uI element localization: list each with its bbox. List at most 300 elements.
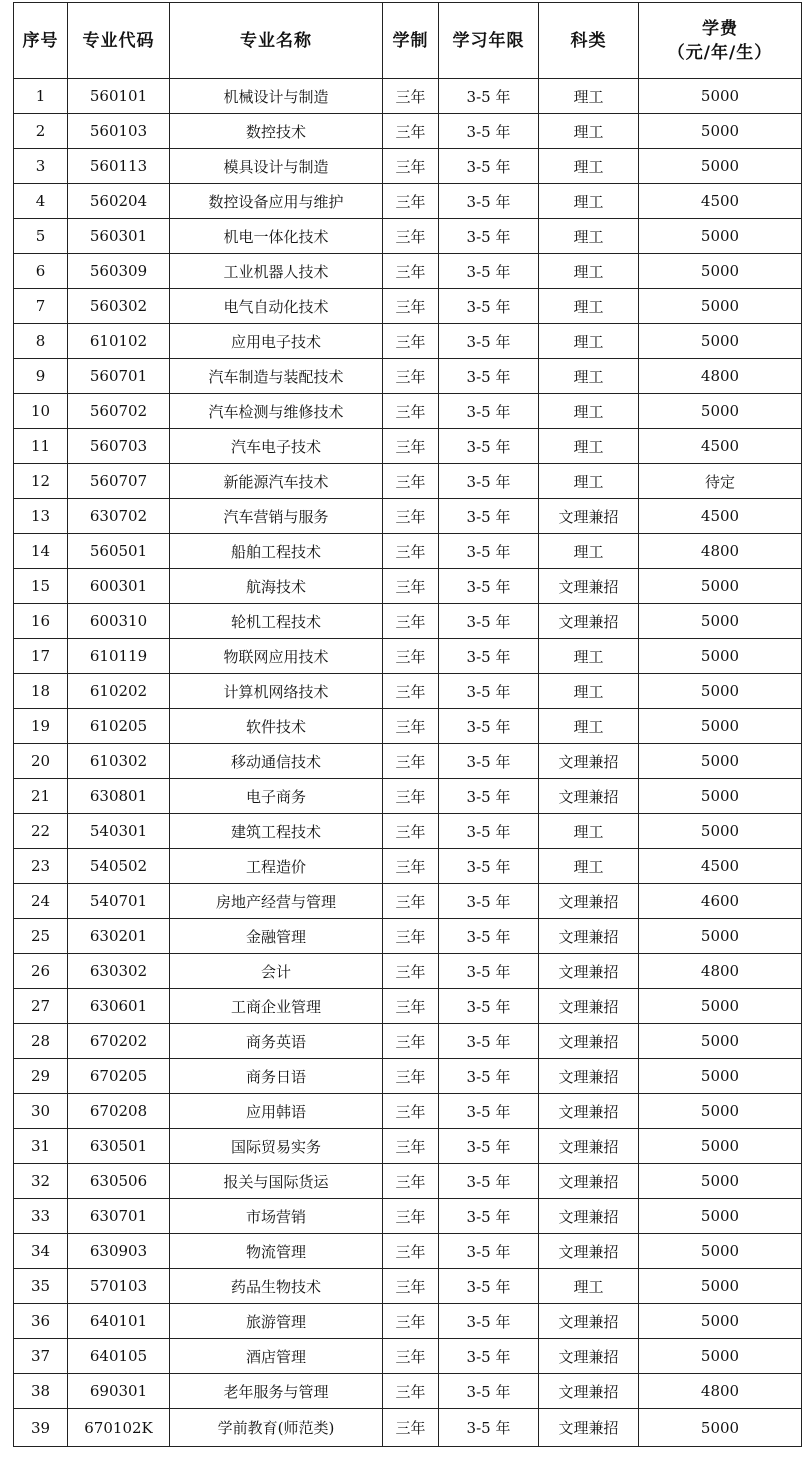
cell-major-name: 工业机器人技术 bbox=[170, 254, 383, 289]
cell-major-name: 金融管理 bbox=[170, 919, 383, 954]
cell-category: 文理兼招 bbox=[539, 1199, 639, 1234]
cell-index: 29 bbox=[14, 1059, 68, 1094]
cell-major-name: 汽车制造与装配技术 bbox=[170, 359, 383, 394]
cell-major-name: 市场营销 bbox=[170, 1199, 383, 1234]
header-major-name: 专业名称 bbox=[170, 3, 383, 79]
header-study-period: 学习年限 bbox=[439, 3, 539, 79]
cell-major-code: 630702 bbox=[68, 499, 170, 534]
cell-index: 22 bbox=[14, 814, 68, 849]
cell-category: 文理兼招 bbox=[539, 919, 639, 954]
cell-program-length: 三年 bbox=[383, 1269, 439, 1304]
cell-study-period: 3-5 年 bbox=[439, 1304, 539, 1339]
cell-major-code: 610102 bbox=[68, 324, 170, 359]
cell-program-length: 三年 bbox=[383, 919, 439, 954]
cell-study-period: 3-5 年 bbox=[439, 289, 539, 324]
cell-tuition: 5000 bbox=[639, 219, 802, 254]
cell-category: 理工 bbox=[539, 79, 639, 114]
cell-study-period: 3-5 年 bbox=[439, 639, 539, 674]
cell-major-name: 电气自动化技术 bbox=[170, 289, 383, 324]
cell-index: 5 bbox=[14, 219, 68, 254]
cell-index: 8 bbox=[14, 324, 68, 359]
cell-program-length: 三年 bbox=[383, 394, 439, 429]
cell-major-name: 机电一体化技术 bbox=[170, 219, 383, 254]
cell-category: 文理兼招 bbox=[539, 989, 639, 1024]
cell-major-code: 630506 bbox=[68, 1164, 170, 1199]
cell-category: 文理兼招 bbox=[539, 1129, 639, 1164]
cell-study-period: 3-5 年 bbox=[439, 919, 539, 954]
cell-category: 文理兼招 bbox=[539, 1059, 639, 1094]
cell-index: 2 bbox=[14, 114, 68, 149]
cell-major-code: 560309 bbox=[68, 254, 170, 289]
cell-program-length: 三年 bbox=[383, 989, 439, 1024]
cell-major-name: 应用韩语 bbox=[170, 1094, 383, 1129]
cell-program-length: 三年 bbox=[383, 219, 439, 254]
cell-tuition: 4800 bbox=[639, 1374, 802, 1409]
table-row bbox=[14, 919, 802, 954]
table-row bbox=[14, 219, 802, 254]
cell-program-length: 三年 bbox=[383, 604, 439, 639]
cell-major-name: 老年服务与管理 bbox=[170, 1374, 383, 1409]
table-row bbox=[14, 1269, 802, 1304]
header-tuition-label: 学费 bbox=[702, 18, 738, 39]
cell-major-code: 630903 bbox=[68, 1234, 170, 1269]
cell-major-name: 会计 bbox=[170, 954, 383, 989]
cell-major-name: 软件技术 bbox=[170, 709, 383, 744]
cell-study-period: 3-5 年 bbox=[439, 604, 539, 639]
cell-major-name: 旅游管理 bbox=[170, 1304, 383, 1339]
cell-study-period: 3-5 年 bbox=[439, 1164, 539, 1199]
cell-major-code: 600301 bbox=[68, 569, 170, 604]
table-row bbox=[14, 394, 802, 429]
header-row bbox=[14, 3, 802, 79]
cell-tuition: 5000 bbox=[639, 394, 802, 429]
cell-major-name: 船舶工程技术 bbox=[170, 534, 383, 569]
cell-index: 34 bbox=[14, 1234, 68, 1269]
cell-major-code: 560501 bbox=[68, 534, 170, 569]
table-row bbox=[14, 709, 802, 744]
cell-major-code: 630201 bbox=[68, 919, 170, 954]
cell-tuition: 5000 bbox=[639, 1304, 802, 1339]
cell-category: 理工 bbox=[539, 289, 639, 324]
cell-index: 26 bbox=[14, 954, 68, 989]
cell-major-name: 商务日语 bbox=[170, 1059, 383, 1094]
cell-category: 文理兼招 bbox=[539, 1094, 639, 1129]
cell-major-name: 移动通信技术 bbox=[170, 744, 383, 779]
cell-major-name: 物联网应用技术 bbox=[170, 639, 383, 674]
table-header bbox=[14, 3, 802, 79]
cell-study-period: 3-5 年 bbox=[439, 114, 539, 149]
cell-study-period: 3-5 年 bbox=[439, 814, 539, 849]
cell-major-name: 工程造价 bbox=[170, 849, 383, 884]
cell-tuition: 5000 bbox=[639, 1129, 802, 1164]
table-row bbox=[14, 779, 802, 814]
cell-category: 文理兼招 bbox=[539, 779, 639, 814]
cell-program-length: 三年 bbox=[383, 79, 439, 114]
cell-index: 10 bbox=[14, 394, 68, 429]
cell-study-period: 3-5 年 bbox=[439, 744, 539, 779]
cell-category: 理工 bbox=[539, 184, 639, 219]
cell-major-code: 630501 bbox=[68, 1129, 170, 1164]
cell-program-length: 三年 bbox=[383, 324, 439, 359]
cell-major-code: 670208 bbox=[68, 1094, 170, 1129]
table-row bbox=[14, 1409, 802, 1447]
cell-study-period: 3-5 年 bbox=[439, 1129, 539, 1164]
cell-major-name: 数控技术 bbox=[170, 114, 383, 149]
cell-major-name: 工商企业管理 bbox=[170, 989, 383, 1024]
cell-index: 23 bbox=[14, 849, 68, 884]
cell-major-name: 学前教育(师范类) bbox=[170, 1409, 383, 1447]
cell-index: 28 bbox=[14, 1024, 68, 1059]
cell-major-code: 610205 bbox=[68, 709, 170, 744]
cell-index: 19 bbox=[14, 709, 68, 744]
cell-major-name: 电子商务 bbox=[170, 779, 383, 814]
cell-study-period: 3-5 年 bbox=[439, 674, 539, 709]
cell-major-code: 670202 bbox=[68, 1024, 170, 1059]
cell-major-code: 640105 bbox=[68, 1339, 170, 1374]
cell-study-period: 3-5 年 bbox=[439, 324, 539, 359]
cell-category: 理工 bbox=[539, 849, 639, 884]
cell-index: 21 bbox=[14, 779, 68, 814]
cell-category: 理工 bbox=[539, 219, 639, 254]
cell-tuition: 5000 bbox=[639, 989, 802, 1024]
cell-study-period: 3-5 年 bbox=[439, 534, 539, 569]
table-row bbox=[14, 79, 802, 114]
cell-study-period: 3-5 年 bbox=[439, 1409, 539, 1447]
cell-category: 理工 bbox=[539, 674, 639, 709]
cell-index: 17 bbox=[14, 639, 68, 674]
cell-tuition: 4800 bbox=[639, 954, 802, 989]
cell-tuition: 5000 bbox=[639, 254, 802, 289]
cell-index: 6 bbox=[14, 254, 68, 289]
cell-major-name: 新能源汽车技术 bbox=[170, 464, 383, 499]
cell-category: 文理兼招 bbox=[539, 1234, 639, 1269]
cell-category: 文理兼招 bbox=[539, 1339, 639, 1374]
cell-major-code: 610202 bbox=[68, 674, 170, 709]
cell-index: 18 bbox=[14, 674, 68, 709]
cell-major-name: 模具设计与制造 bbox=[170, 149, 383, 184]
cell-tuition: 5000 bbox=[639, 1094, 802, 1129]
cell-major-code: 600310 bbox=[68, 604, 170, 639]
cell-program-length: 三年 bbox=[383, 849, 439, 884]
table-row bbox=[14, 1199, 802, 1234]
cell-study-period: 3-5 年 bbox=[439, 394, 539, 429]
cell-major-code: 540701 bbox=[68, 884, 170, 919]
cell-tuition: 5000 bbox=[639, 1339, 802, 1374]
cell-major-name: 汽车电子技术 bbox=[170, 429, 383, 464]
cell-tuition: 5000 bbox=[639, 1409, 802, 1447]
cell-study-period: 3-5 年 bbox=[439, 569, 539, 604]
cell-major-name: 汽车检测与维修技术 bbox=[170, 394, 383, 429]
table-row bbox=[14, 954, 802, 989]
table-row bbox=[14, 1164, 802, 1199]
cell-program-length: 三年 bbox=[383, 114, 439, 149]
cell-tuition: 5000 bbox=[639, 639, 802, 674]
cell-major-name: 建筑工程技术 bbox=[170, 814, 383, 849]
table-row bbox=[14, 849, 802, 884]
cell-study-period: 3-5 年 bbox=[439, 1094, 539, 1129]
cell-category: 文理兼招 bbox=[539, 954, 639, 989]
cell-study-period: 3-5 年 bbox=[439, 464, 539, 499]
cell-tuition: 5000 bbox=[639, 569, 802, 604]
cell-tuition: 4800 bbox=[639, 534, 802, 569]
cell-category: 理工 bbox=[539, 324, 639, 359]
cell-tuition: 待定 bbox=[639, 464, 802, 499]
cell-major-code: 630801 bbox=[68, 779, 170, 814]
table-row bbox=[14, 429, 802, 464]
table-row bbox=[14, 499, 802, 534]
cell-category: 文理兼招 bbox=[539, 1024, 639, 1059]
cell-study-period: 3-5 年 bbox=[439, 499, 539, 534]
cell-program-length: 三年 bbox=[383, 1199, 439, 1234]
table-row bbox=[14, 1304, 802, 1339]
table-row bbox=[14, 324, 802, 359]
cell-study-period: 3-5 年 bbox=[439, 1024, 539, 1059]
cell-tuition: 5000 bbox=[639, 604, 802, 639]
cell-program-length: 三年 bbox=[383, 884, 439, 919]
cell-program-length: 三年 bbox=[383, 814, 439, 849]
cell-tuition: 5000 bbox=[639, 324, 802, 359]
table-row bbox=[14, 1339, 802, 1374]
table-row bbox=[14, 114, 802, 149]
cell-program-length: 三年 bbox=[383, 534, 439, 569]
cell-study-period: 3-5 年 bbox=[439, 1374, 539, 1409]
cell-study-period: 3-5 年 bbox=[439, 1269, 539, 1304]
table-row bbox=[14, 1024, 802, 1059]
cell-program-length: 三年 bbox=[383, 709, 439, 744]
cell-category: 文理兼招 bbox=[539, 1374, 639, 1409]
table-row bbox=[14, 569, 802, 604]
cell-tuition: 5000 bbox=[639, 149, 802, 184]
cell-major-code: 560103 bbox=[68, 114, 170, 149]
table-row bbox=[14, 1059, 802, 1094]
cell-category: 文理兼招 bbox=[539, 884, 639, 919]
cell-major-name: 房地产经营与管理 bbox=[170, 884, 383, 919]
cell-program-length: 三年 bbox=[383, 1164, 439, 1199]
cell-category: 文理兼招 bbox=[539, 499, 639, 534]
cell-major-name: 商务英语 bbox=[170, 1024, 383, 1059]
cell-study-period: 3-5 年 bbox=[439, 1059, 539, 1094]
cell-major-code: 610119 bbox=[68, 639, 170, 674]
cell-major-code: 610302 bbox=[68, 744, 170, 779]
cell-major-code: 540502 bbox=[68, 849, 170, 884]
cell-category: 理工 bbox=[539, 359, 639, 394]
cell-study-period: 3-5 年 bbox=[439, 219, 539, 254]
cell-tuition: 5000 bbox=[639, 1059, 802, 1094]
cell-index: 31 bbox=[14, 1129, 68, 1164]
header-tuition bbox=[639, 3, 802, 79]
cell-tuition: 5000 bbox=[639, 709, 802, 744]
cell-major-code: 560101 bbox=[68, 79, 170, 114]
table-row bbox=[14, 989, 802, 1024]
cell-category: 理工 bbox=[539, 464, 639, 499]
cell-major-name: 轮机工程技术 bbox=[170, 604, 383, 639]
cell-tuition: 5000 bbox=[639, 79, 802, 114]
cell-tuition: 4500 bbox=[639, 499, 802, 534]
cell-program-length: 三年 bbox=[383, 429, 439, 464]
cell-index: 38 bbox=[14, 1374, 68, 1409]
cell-category: 理工 bbox=[539, 534, 639, 569]
cell-study-period: 3-5 年 bbox=[439, 989, 539, 1024]
cell-tuition: 5000 bbox=[639, 1164, 802, 1199]
cell-category: 理工 bbox=[539, 1269, 639, 1304]
cell-major-code: 560302 bbox=[68, 289, 170, 324]
cell-major-name: 药品生物技术 bbox=[170, 1269, 383, 1304]
cell-program-length: 三年 bbox=[383, 1409, 439, 1447]
cell-index: 3 bbox=[14, 149, 68, 184]
table-row bbox=[14, 534, 802, 569]
cell-index: 33 bbox=[14, 1199, 68, 1234]
cell-study-period: 3-5 年 bbox=[439, 884, 539, 919]
cell-tuition: 5000 bbox=[639, 674, 802, 709]
cell-program-length: 三年 bbox=[383, 1339, 439, 1374]
cell-tuition: 4800 bbox=[639, 359, 802, 394]
cell-major-code: 560301 bbox=[68, 219, 170, 254]
table-row bbox=[14, 604, 802, 639]
cell-study-period: 3-5 年 bbox=[439, 429, 539, 464]
header-tuition-unit: （元/年/生） bbox=[667, 42, 773, 63]
cell-index: 1 bbox=[14, 79, 68, 114]
cell-major-code: 640101 bbox=[68, 1304, 170, 1339]
table-row bbox=[14, 1094, 802, 1129]
cell-study-period: 3-5 年 bbox=[439, 849, 539, 884]
cell-index: 16 bbox=[14, 604, 68, 639]
cell-major-code: 560113 bbox=[68, 149, 170, 184]
cell-category: 理工 bbox=[539, 429, 639, 464]
cell-study-period: 3-5 年 bbox=[439, 184, 539, 219]
table-row bbox=[14, 149, 802, 184]
header-major-code: 专业代码 bbox=[68, 3, 170, 79]
cell-tuition: 5000 bbox=[639, 814, 802, 849]
cell-index: 39 bbox=[14, 1409, 68, 1447]
table-row bbox=[14, 254, 802, 289]
cell-tuition: 5000 bbox=[639, 919, 802, 954]
cell-program-length: 三年 bbox=[383, 1374, 439, 1409]
table-row bbox=[14, 639, 802, 674]
cell-category: 文理兼招 bbox=[539, 604, 639, 639]
cell-index: 12 bbox=[14, 464, 68, 499]
cell-tuition: 5000 bbox=[639, 1269, 802, 1304]
cell-tuition: 5000 bbox=[639, 744, 802, 779]
cell-index: 4 bbox=[14, 184, 68, 219]
cell-major-name: 机械设计与制造 bbox=[170, 79, 383, 114]
cell-study-period: 3-5 年 bbox=[439, 359, 539, 394]
cell-program-length: 三年 bbox=[383, 744, 439, 779]
cell-major-name: 应用电子技术 bbox=[170, 324, 383, 359]
cell-program-length: 三年 bbox=[383, 1304, 439, 1339]
cell-program-length: 三年 bbox=[383, 954, 439, 989]
header-program-length: 学制 bbox=[383, 3, 439, 79]
cell-index: 13 bbox=[14, 499, 68, 534]
cell-major-name: 国际贸易实务 bbox=[170, 1129, 383, 1164]
cell-major-name: 数控设备应用与维护 bbox=[170, 184, 383, 219]
cell-major-code: 690301 bbox=[68, 1374, 170, 1409]
table-row bbox=[14, 184, 802, 219]
cell-major-code: 630701 bbox=[68, 1199, 170, 1234]
cell-tuition: 4500 bbox=[639, 429, 802, 464]
table-row bbox=[14, 359, 802, 394]
cell-tuition: 5000 bbox=[639, 1234, 802, 1269]
cell-tuition: 5000 bbox=[639, 114, 802, 149]
cell-program-length: 三年 bbox=[383, 1059, 439, 1094]
cell-tuition: 4500 bbox=[639, 849, 802, 884]
cell-category: 理工 bbox=[539, 114, 639, 149]
header-index: 序号 bbox=[14, 3, 68, 79]
cell-program-length: 三年 bbox=[383, 1234, 439, 1269]
cell-program-length: 三年 bbox=[383, 359, 439, 394]
table-row bbox=[14, 1234, 802, 1269]
cell-index: 11 bbox=[14, 429, 68, 464]
cell-major-code: 540301 bbox=[68, 814, 170, 849]
cell-study-period: 3-5 年 bbox=[439, 79, 539, 114]
tuition-table bbox=[13, 2, 802, 1447]
cell-index: 20 bbox=[14, 744, 68, 779]
cell-study-period: 3-5 年 bbox=[439, 1339, 539, 1374]
cell-category: 理工 bbox=[539, 149, 639, 184]
cell-major-name: 汽车营销与服务 bbox=[170, 499, 383, 534]
cell-index: 36 bbox=[14, 1304, 68, 1339]
cell-study-period: 3-5 年 bbox=[439, 709, 539, 744]
cell-program-length: 三年 bbox=[383, 289, 439, 324]
cell-category: 文理兼招 bbox=[539, 569, 639, 604]
cell-index: 7 bbox=[14, 289, 68, 324]
cell-index: 9 bbox=[14, 359, 68, 394]
cell-index: 14 bbox=[14, 534, 68, 569]
cell-program-length: 三年 bbox=[383, 464, 439, 499]
cell-major-name: 报关与国际货运 bbox=[170, 1164, 383, 1199]
table-row bbox=[14, 674, 802, 709]
cell-major-name: 航海技术 bbox=[170, 569, 383, 604]
cell-study-period: 3-5 年 bbox=[439, 254, 539, 289]
cell-major-code: 670205 bbox=[68, 1059, 170, 1094]
cell-study-period: 3-5 年 bbox=[439, 1199, 539, 1234]
cell-category: 理工 bbox=[539, 639, 639, 674]
cell-major-code: 560204 bbox=[68, 184, 170, 219]
cell-study-period: 3-5 年 bbox=[439, 149, 539, 184]
table-body bbox=[14, 79, 802, 1447]
cell-program-length: 三年 bbox=[383, 1024, 439, 1059]
table-row bbox=[14, 1129, 802, 1164]
cell-tuition: 5000 bbox=[639, 779, 802, 814]
cell-study-period: 3-5 年 bbox=[439, 779, 539, 814]
table-row bbox=[14, 884, 802, 919]
cell-study-period: 3-5 年 bbox=[439, 1234, 539, 1269]
cell-category: 理工 bbox=[539, 254, 639, 289]
cell-tuition: 4500 bbox=[639, 184, 802, 219]
cell-program-length: 三年 bbox=[383, 1094, 439, 1129]
cell-major-name: 计算机网络技术 bbox=[170, 674, 383, 709]
table-row bbox=[14, 744, 802, 779]
cell-major-code: 670102K bbox=[68, 1409, 170, 1447]
cell-index: 37 bbox=[14, 1339, 68, 1374]
cell-major-code: 560701 bbox=[68, 359, 170, 394]
cell-program-length: 三年 bbox=[383, 254, 439, 289]
cell-index: 35 bbox=[14, 1269, 68, 1304]
cell-index: 32 bbox=[14, 1164, 68, 1199]
cell-index: 15 bbox=[14, 569, 68, 604]
cell-tuition: 5000 bbox=[639, 1199, 802, 1234]
cell-tuition: 5000 bbox=[639, 289, 802, 324]
table-row bbox=[14, 289, 802, 324]
cell-category: 文理兼招 bbox=[539, 1409, 639, 1447]
cell-tuition: 4600 bbox=[639, 884, 802, 919]
table-row bbox=[14, 464, 802, 499]
header-category: 科类 bbox=[539, 3, 639, 79]
cell-program-length: 三年 bbox=[383, 674, 439, 709]
cell-major-code: 560703 bbox=[68, 429, 170, 464]
cell-major-code: 630601 bbox=[68, 989, 170, 1024]
cell-program-length: 三年 bbox=[383, 149, 439, 184]
cell-major-code: 560707 bbox=[68, 464, 170, 499]
